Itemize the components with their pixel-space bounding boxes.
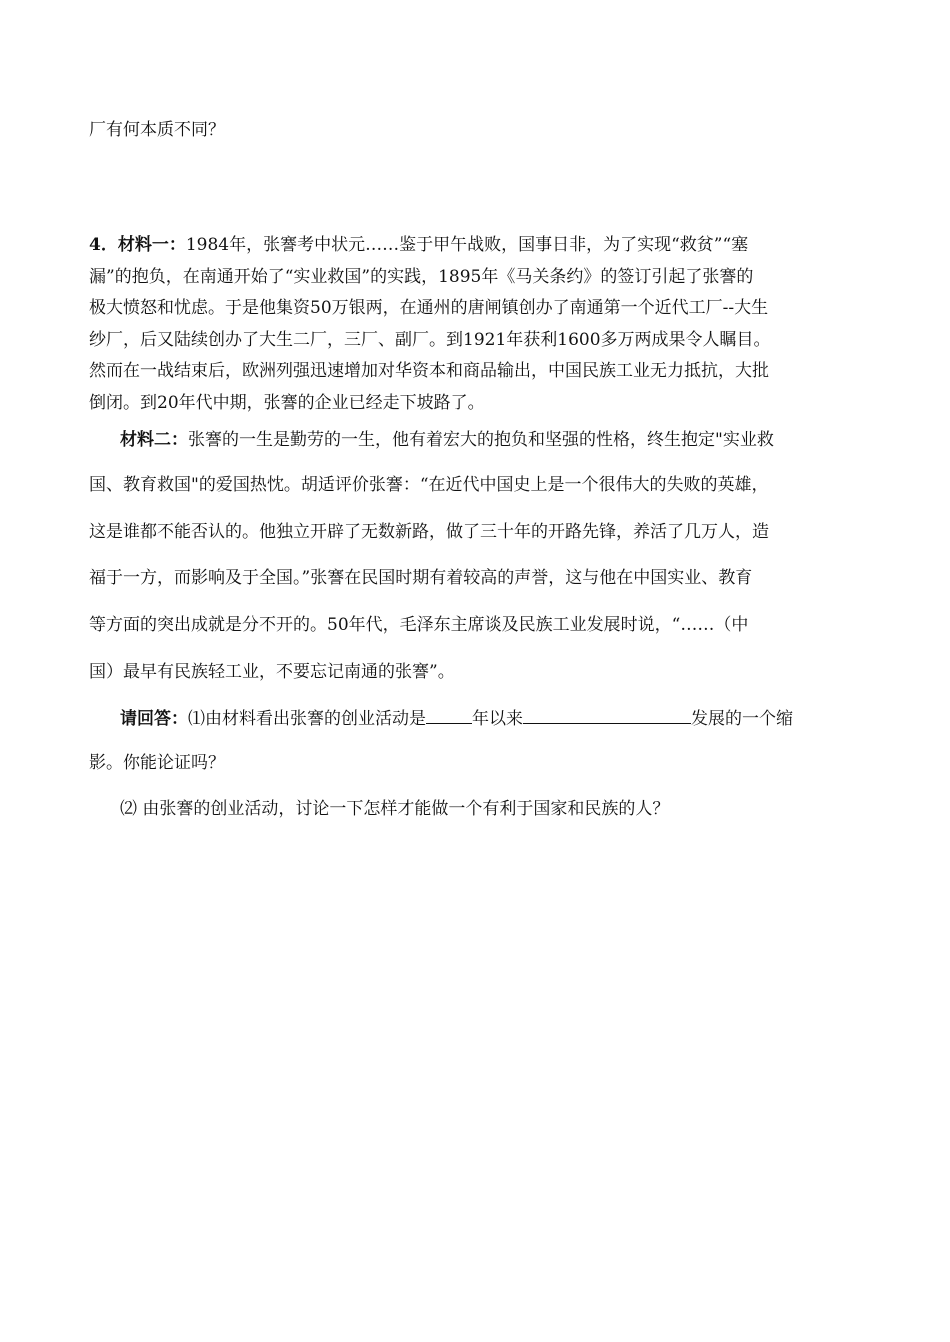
material1-line-2: 漏”的抱负，在南通开始了“实业救国”的实践，1895年《马关条约》的签订引起了张謇的 xyxy=(89,267,754,287)
year-blank[interactable] xyxy=(426,705,472,724)
sub-question-2: ⑵ 由张謇的创业活动，讨论一下怎样才能做一个有利于国家和民族的人？ xyxy=(120,799,670,819)
question-number: 4． xyxy=(89,235,118,255)
material1-line-5: 然而在一战结束后，欧洲列强迅速增加对华资本和商品输出，中国民族工业无力抵抗，大批 xyxy=(89,361,769,381)
material1-line-3: 极大愤怒和忧虑。于是他集资50万银两，在通州的唐闸镇创办了南通第一个近代工厂--大生 xyxy=(89,298,769,318)
material1-line-1 xyxy=(89,233,864,257)
material1-label: 材料一： xyxy=(117,235,186,255)
material2-line-6: 国）最早有民族轻工业，不要忘记南通的张謇”。 xyxy=(89,662,455,682)
material2-line-4: 福于一方，而影响及于全国。”张謇在民国时期有着较高的声誉，这与他在中国实业、教育 xyxy=(89,568,753,588)
material2-label: 材料二： xyxy=(120,430,188,450)
material2-line-5: 等方面的突出成就是分不开的。50年代，毛泽东主席谈及民族工业发展时说，“……（中 xyxy=(89,615,749,635)
sub-question-1 xyxy=(120,705,865,731)
sub1-part2: 年以来 xyxy=(472,709,523,729)
material2-text: 张謇的一生是勤劳的一生，他有着宏大的抱负和坚强的性格，终生抱定"实业救 xyxy=(188,430,774,450)
answer-label: 请回答： xyxy=(120,709,188,729)
material1-line-6: 倒闭。到20年代中期，张謇的企业已经走下坡路了。 xyxy=(89,393,485,413)
development-blank[interactable] xyxy=(523,705,691,724)
material1-text: 1984年，张謇考中状元……鉴于甲午战败，国事日非，为了实现“救贫”“塞 xyxy=(185,235,749,255)
previous-question-tail: 厂有何本质不同？ xyxy=(89,120,225,140)
sub1-part1: ⑴由材料看出张謇的创业活动是 xyxy=(188,709,426,729)
material2-line-3: 这是谁都不能否认的。他独立开辟了无数新路，做了三十年的开路先锋，养活了几万人，造 xyxy=(89,522,769,542)
sub-question-1-line-2: 影。你能论证吗？ xyxy=(89,753,225,773)
material2-line-1 xyxy=(120,428,865,452)
material2-line-2: 国、教育救国"的爱国热忱。胡适评价张謇：“在近代中国史上是一个很伟大的失败的英雄， xyxy=(89,475,769,495)
material1-line-4: 纱厂，后又陆续创办了大生二厂，三厂、副厂。到1921年获利1600多万两成果令人瞩目。 xyxy=(89,330,771,350)
sub1-part3: 发展的一个缩 xyxy=(691,709,793,729)
